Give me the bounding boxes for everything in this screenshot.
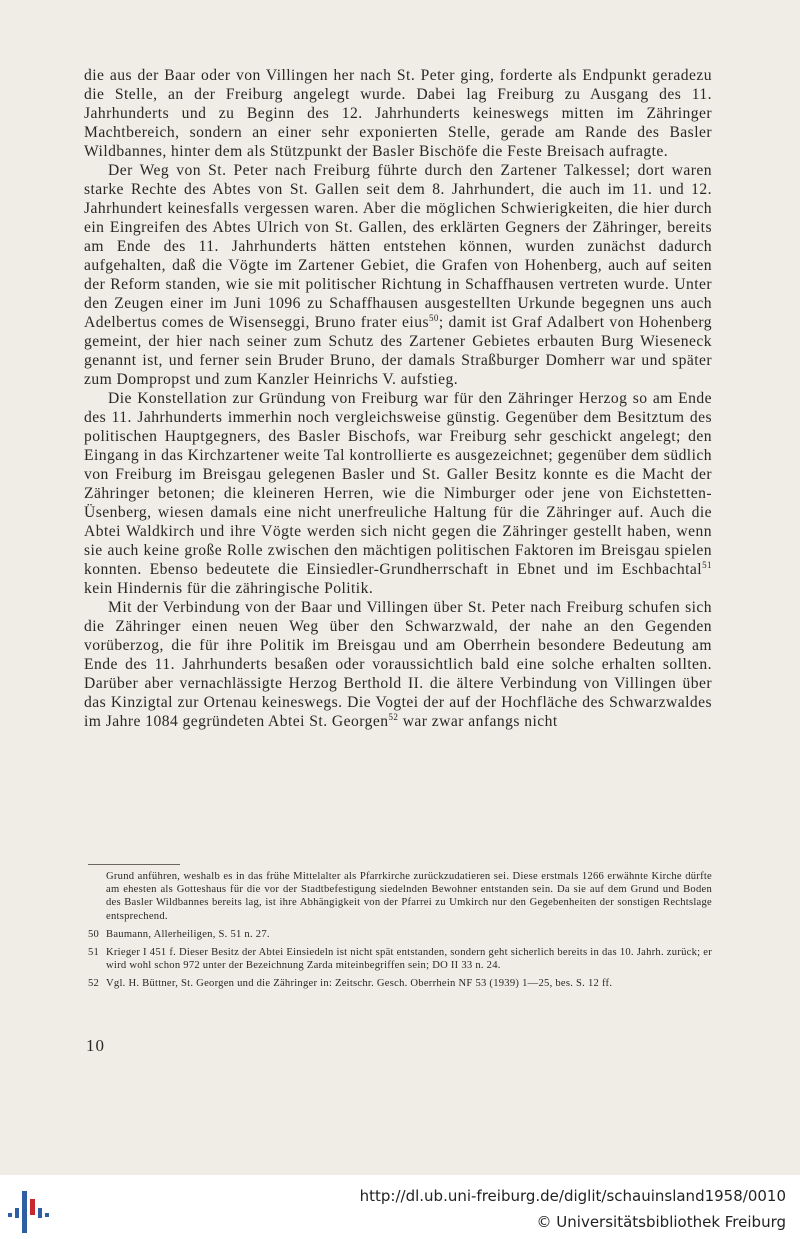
library-logo-icon: [8, 1191, 50, 1233]
footnote-text: Baumann, Allerheiligen, S. 51 n. 27.: [106, 928, 270, 940]
footnote-ref[interactable]: 51: [702, 560, 712, 570]
paragraph: Die Konstellation zur Gründung von Freiburg war für den Zähringer Herzog so am Ende des 11. Jahrhunderts immerhin noch vergleichsweise günstig. Gegenüber dem Besitztum des politischen Hauptgegners, des Basler Bischofs, war Freiburg sehr geschickt angelegt; den Eingang in das Kirchzartener weite Tal kontrollierte es ausgezeichnet; gegenüber dem südlich von Freiburg im Breisgau gelegenen Basler und St. Galler Besitz konnte es die Macht der Zähringer betonen; die kleineren Herren, wie die Nimburger oder jene von Eichstetten-Üsenberg, wiesen damals eine nicht unerfreuliche Haltung für die Zähringer auf. Auch die Abtei Waldkirch und ihre Vögte werden sich nicht gegen die Zähringer gestellt haben, wenn sie auch keine große Rolle zwischen den mächtigen politischen Faktoren im Breisgau spielen konnten. Ebenso bedeutete die Einsiedler-Grundherrschaft in Ebnet und im Eschbachtal$^{51}$ kein Hindernis für die zähringische Politik.: [84, 390, 712, 597]
footnote-number: 51: [88, 947, 100, 959]
footnote-divider: [88, 864, 180, 865]
footnote-ref[interactable]: 50: [428, 313, 439, 323]
footnote-number: 52: [88, 978, 100, 990]
footnote-text: Vgl. H. Büttner, St. Georgen und die Zähringer in: Zeitschr. Gesch. Oberrhein NF 53 (1939) 1—25, bes. S. 12 ff.: [106, 978, 613, 990]
footnote-ref[interactable]: 52: [388, 712, 399, 722]
paragraph: die aus der Baar oder von Villingen her nach St. Peter ging, forderte als Endpunkt geradezu die Stelle, an der Freiburg angelegt wurde. Dabei lag Freiburg zu Ausgang des 11. Jahrhunderts und zu Beginn des 12. Jahrhunderts keineswegs mitten im Zähringer Machtbereich, sondern an einer sehr exponierten Stelle, gerade am Rande des Basler Wildbannes, hinter dem als Stützpunkt der Basler Bischöfe die Feste Breisach aufragte.: [84, 67, 712, 160]
paragraph: Mit der Verbindung von der Baar und Villingen über St. Peter nach Freiburg schufen sich die Zähringer einen neuen Weg über den Schwarzwald, der nahe an den Gegenden vorüberzog, die für ihre Politik im Breisgau und am Oberrhein besondere Bedeutung am Ende des 11. Jahrhunderts besaßen oder voraussichtlich bald eine solche erhalten sollten. Darüber aber vernachlässigte Herzog Berthold II. die ältere Verbindung von Villingen über das Kinzigtal zur Ortenau keineswegs. Die Vogtei der auf der Hochfläche des Schwarzwaldes im Jahre 1084 gegründeten Abtei St. Georgen$^{52}$ war zwar anfangs nicht: [84, 599, 712, 730]
footnotes: [88, 870, 712, 996]
footnote: [88, 928, 712, 941]
footnote: [88, 946, 712, 972]
page-number: 10: [86, 1036, 105, 1055]
permalink-link[interactable]: http://dl.ub.uni-freiburg.de/diglit/schauinsland1958/0010: [359, 1187, 786, 1205]
footnote: [88, 977, 712, 990]
footnote-text: Krieger I 451 f. Dieser Besitz der Abtei Einsiedeln ist nicht spät entstanden, sondern geht sicherlich bereits in das 10. Jahrh. zurück; er wird wohl schon 972 unter der Bezeichnung Zarda miteinbegriffen sein; DO II 33 n. 24.: [106, 947, 712, 972]
footnote-number: 50: [88, 928, 100, 940]
body-text: [84, 66, 712, 731]
copyright-notice: © Universitätsbibliothek Freiburg: [536, 1213, 786, 1231]
footnote-continuation: Grund anführen, weshalb es in das frühe Mittelalter als Pfarrkirche zurückzudatieren sei. Diese erstmals 1266 erwähnte Kirche dürfte am ehesten als Gotteshaus für die vor der Stadtbefestigung siedelnden Bewohner entstanden sein. Da sie auf dem Grund und Boden des Basler Wildbannes bereits lag, ist ihre Abhängigkeit von der Pfarrei zu Umkirch nur den Gegebenheiten der sonstigen Rechtslage entsprechend.: [106, 871, 712, 922]
footer-bar: [0, 1175, 800, 1239]
paragraph: Der Weg von St. Peter nach Freiburg führte durch den Zartener Talkessel; dort waren starke Rechte des Abtes von St. Gallen seit dem 8. Jahrhundert, die auch im 11. und 12. Jahrhundert keinesfalls vergessen waren. Aber die möglichen Schwierigkeiten, die hier durch ein Eingreifen des Abtes Ulrich von St. Gallen, des erklärten Gegners der Zähringer, bereits am Ende des 11. Jahrhunderts hätten entstehen können, wurden zunächst dadurch aufgehalten, daß die Vögte im Zartener Gebiet, die Grafen von Hohenberg, auch auf seiten der Reform standen, wie sie mit politischer Richtung in Schaffhausen vertreten wurde. Unter den Zeugen einer im Juni 1096 zu Schaffhausen ausgestellten Urkunde begegnen uns auch Adelbertus comes de Wisenseggi, Bruno frater eius$^{50}$; damit ist Graf Adalbert von Hohenberg gemeint, der hier nach seiner zum Schutz des Zartener Gebietes erbauten Burg Wieseneck genannt ist, und ferner sein Bruder Bruno, der damals Straßburger Domherr war und später zum Dompropst und zum Kanzler Heinrichs V. aufstieg.: [84, 162, 712, 388]
